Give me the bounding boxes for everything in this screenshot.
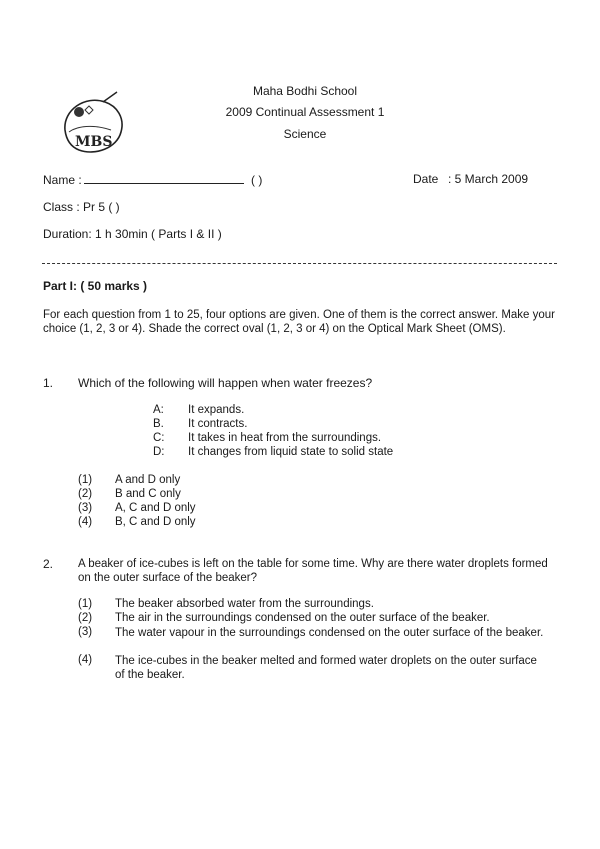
school-logo	[55, 90, 135, 160]
q2-option-number: (4)	[78, 654, 93, 666]
q1-statement-letter: C:	[153, 432, 165, 444]
register-number-blank: ( )	[251, 173, 263, 187]
q1-option-text: B and C only	[115, 488, 181, 500]
q2-option-number: (3)	[78, 626, 93, 638]
q2-option-text: The ice-cubes in the beaker melted and formed water droplets on the outer surface of the beaker.	[115, 655, 537, 681]
svg-text:MBS: MBS	[75, 134, 113, 150]
q1-option-number: (4)	[78, 516, 93, 528]
date-value: : 5 March 2009	[448, 172, 529, 186]
q1-option-number: (1)	[78, 474, 93, 486]
q1-statement-letter: B.	[153, 418, 164, 430]
q1-option-number: (2)	[78, 488, 93, 500]
name-label: Name :	[43, 173, 82, 187]
q1-option-number: (3)	[78, 502, 93, 514]
q1-statement-letter: D:	[153, 446, 165, 458]
q1-option-text: A and D only	[115, 474, 181, 486]
date-label: Date	[413, 172, 439, 186]
separator-line	[42, 263, 557, 264]
q2-option-number: (1)	[78, 598, 93, 610]
class-row: Class : Pr 5 ( )	[43, 200, 120, 214]
q1-statement-text: It takes in heat from the surroundings.	[188, 432, 382, 444]
q1-number: 1.	[43, 376, 54, 390]
school-name: Maha Bodhi School	[252, 84, 358, 98]
instructions: For each question from 1 to 25, four options are given. One of them is the correct answer. Make your choice (1, 2, 3 or 4). Shade the correct oval (1, 2, 3 or 4) on the Optical Mark Sheet (OMS).	[43, 309, 556, 335]
q2-number: 2.	[43, 557, 54, 571]
q2-text: A beaker of ice-cubes is left on the table for some time. Why are there water droplets formed on the outer surface of the beaker?	[78, 558, 548, 584]
name-blank	[84, 172, 244, 184]
name-row	[43, 172, 262, 187]
subject: Science	[283, 127, 327, 141]
q2-option-text: The beaker absorbed water from the surroundings.	[115, 598, 374, 610]
q2-option-text: The water vapour in the surroundings condensed on the outer surface of the beaker.	[115, 627, 544, 639]
q1-text: Which of the following will happen when water freezes?	[78, 376, 373, 390]
q1-statement-text: It changes from liquid state to solid state	[188, 446, 394, 458]
q1-option-text: B, C and D only	[115, 516, 196, 528]
duration: Duration: 1 h 30min ( Parts I & II )	[43, 227, 222, 241]
q1-option-text: A, C and D only	[115, 502, 196, 514]
q1-statement-text: It expands.	[188, 404, 245, 416]
q2-option-number: (2)	[78, 612, 93, 624]
q2-option-text: The air in the surroundings condensed on the outer surface of the beaker.	[115, 612, 490, 624]
q1-statement-letter: A:	[153, 404, 164, 416]
part-title: Part I: ( 50 marks )	[43, 279, 148, 293]
exam-title: 2009 Continual Assessment 1	[225, 105, 385, 119]
q1-statement-text: It contracts.	[188, 418, 248, 430]
